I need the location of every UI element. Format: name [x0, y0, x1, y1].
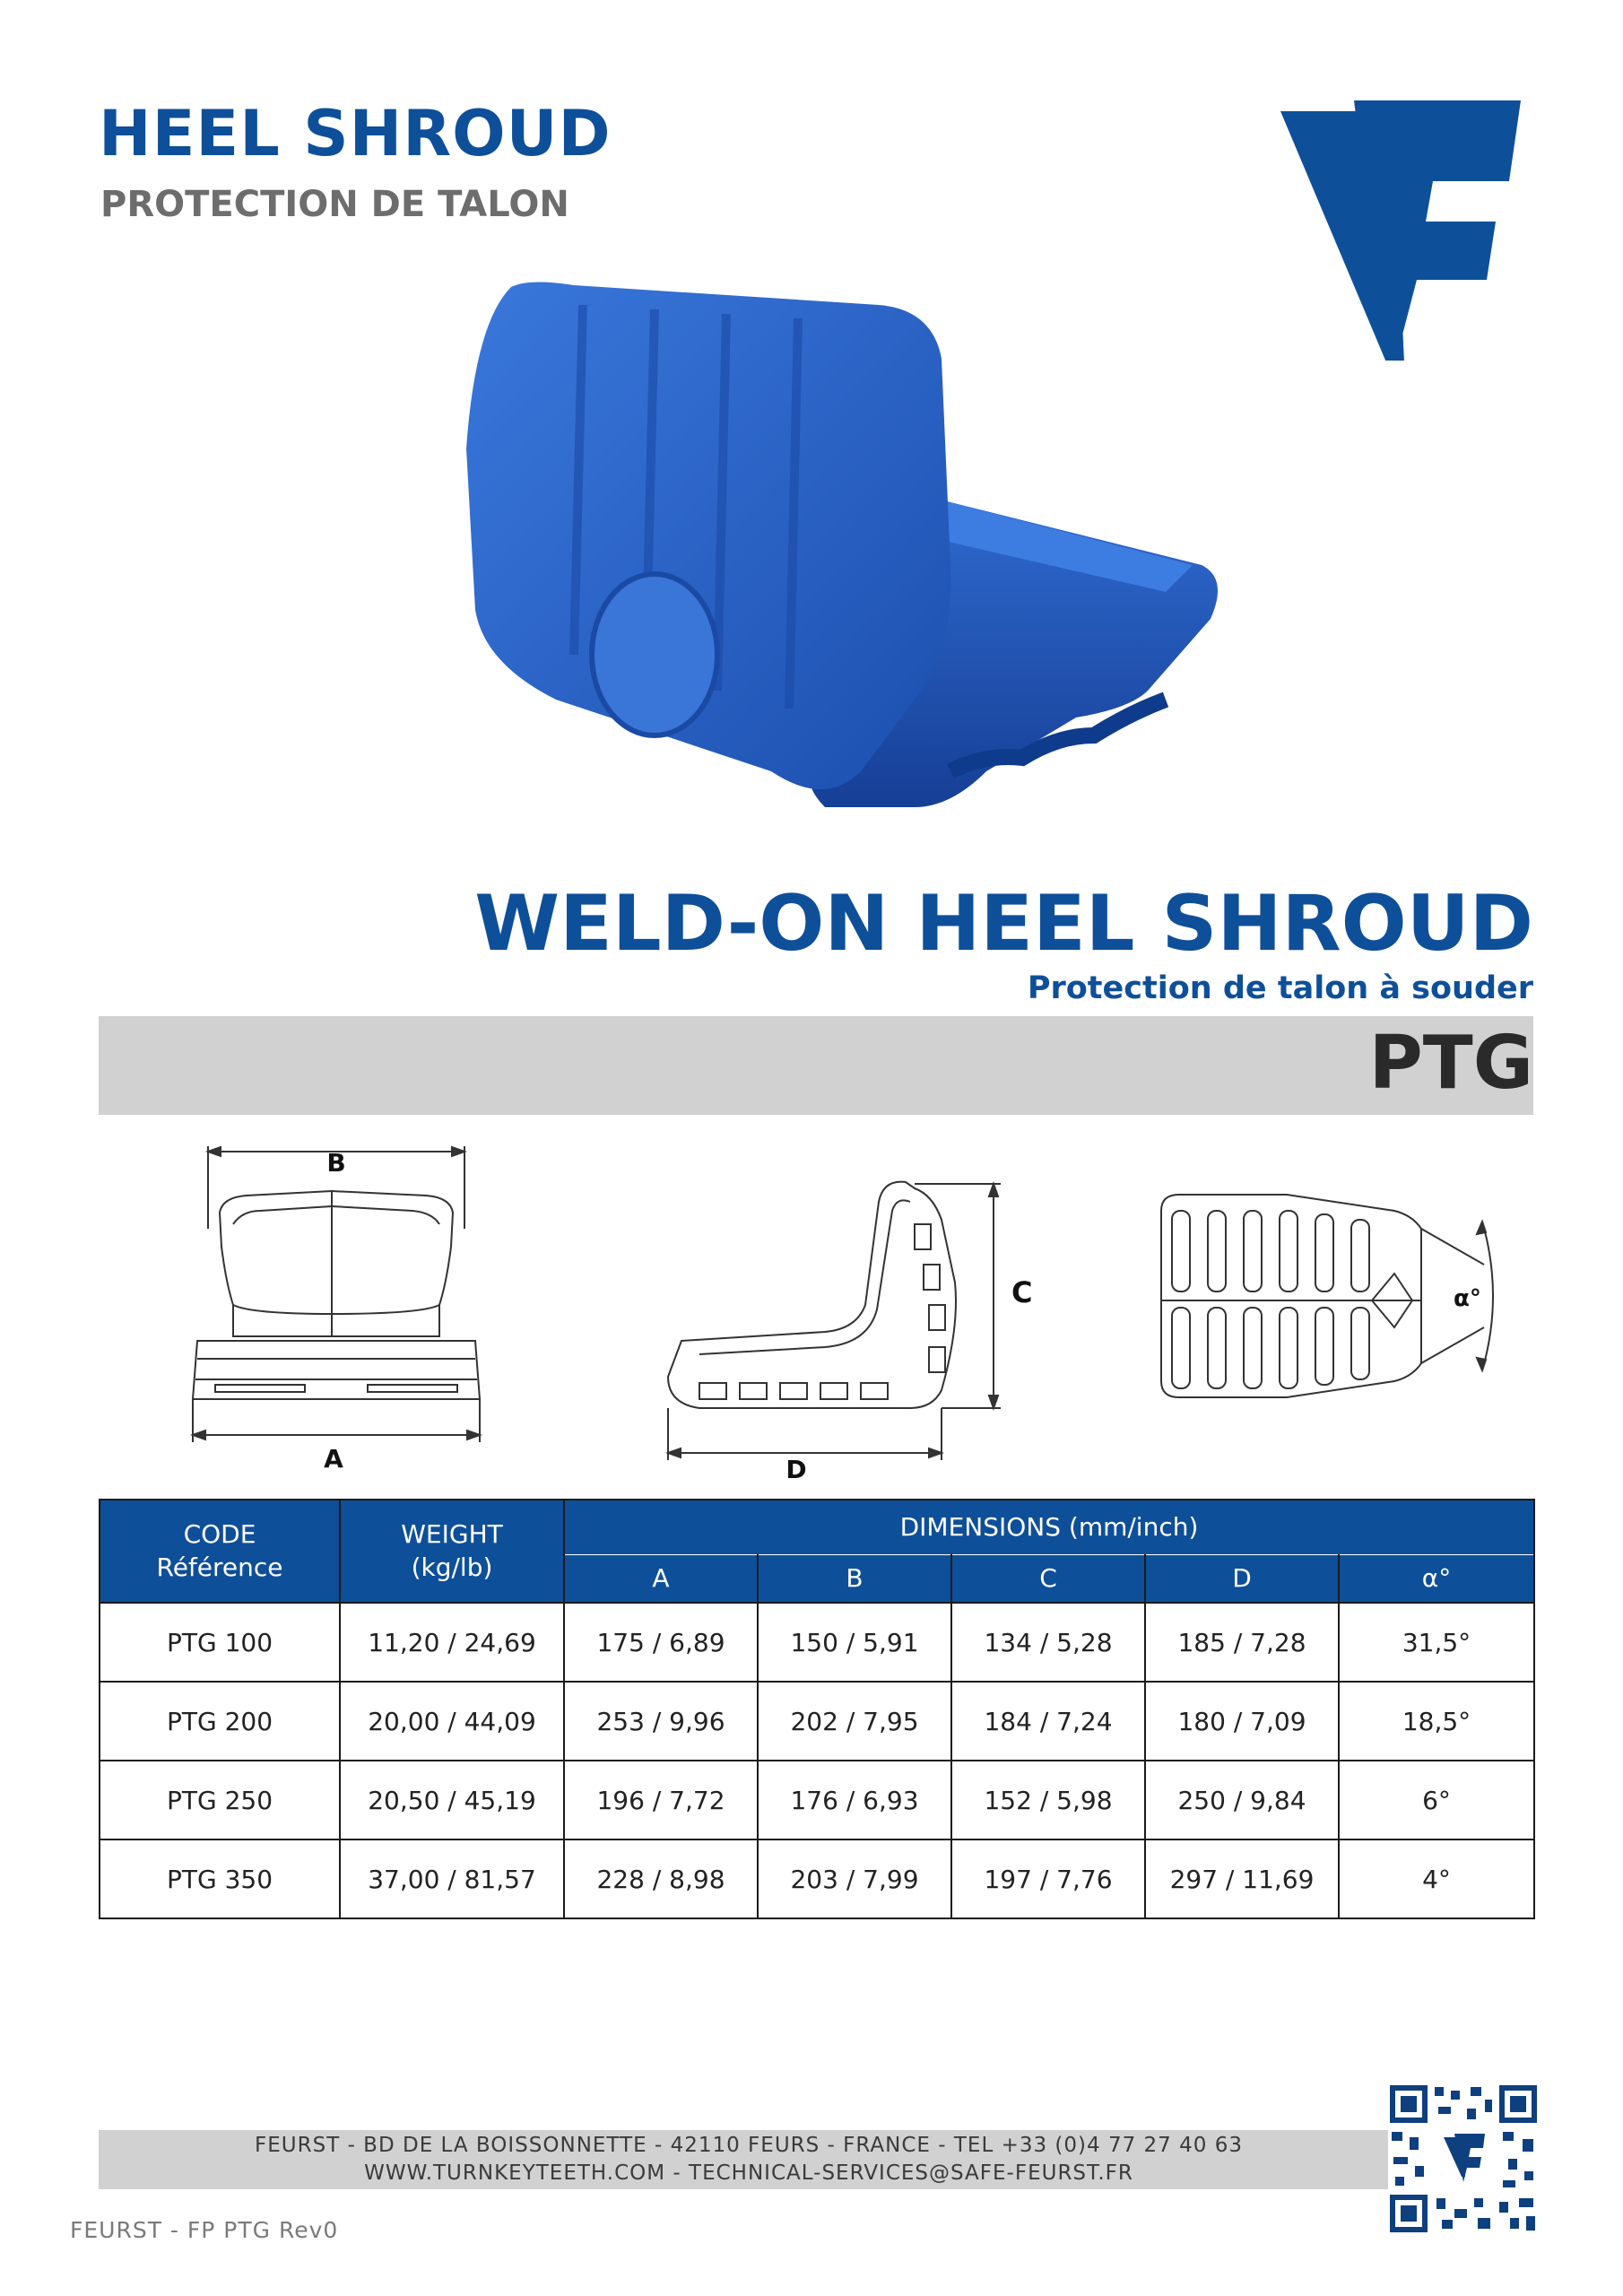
cell-dim-a: 175 / 6,89: [564, 1603, 758, 1682]
document-revision: FEURST - FP PTG Rev0: [70, 2217, 339, 2243]
table-row: [100, 1839, 1534, 1918]
header-dim-alpha: α°: [1339, 1555, 1534, 1604]
cell-dim-b: 203 / 7,99: [758, 1839, 951, 1918]
cell-code: PTG 100: [100, 1603, 340, 1682]
header-dimensions: DIMENSIONS (mm/inch): [564, 1500, 1534, 1555]
header-weight-label: WEIGHT: [401, 1519, 503, 1550]
header-dim-a: A: [564, 1555, 758, 1604]
cell-dim-d: 180 / 7,09: [1145, 1682, 1339, 1761]
cell-alpha: 4°: [1339, 1839, 1534, 1918]
cell-dim-d: 297 / 11,69: [1145, 1839, 1339, 1918]
code-band: [99, 1016, 1533, 1115]
spec-table: [99, 1499, 1535, 1919]
table-row: [100, 1603, 1534, 1682]
cell-dim-c: 152 / 5,98: [951, 1761, 1145, 1839]
cell-weight: 20,50 / 45,19: [340, 1761, 564, 1839]
product-title: WELD-ON HEEL SHROUD: [474, 879, 1533, 969]
dim-label-a: A: [324, 1444, 343, 1474]
feurst-logo-icon: [1280, 100, 1523, 361]
cell-dim-b: 202 / 7,95: [758, 1682, 951, 1761]
cell-alpha: 31,5°: [1339, 1603, 1534, 1682]
cell-dim-a: 253 / 9,96: [564, 1682, 758, 1761]
footer-address: FEURST - BD DE LA BOISSONNETTE - 42110 FEURS - FRANCE - TEL +33 (0)4 77 27 40 63: [255, 2134, 1243, 2157]
header-code-label: CODE: [183, 1519, 256, 1550]
header-dim-c: C: [951, 1555, 1145, 1604]
page-title: HEEL SHROUD: [99, 97, 612, 170]
cell-weight: 37,00 / 81,57: [340, 1839, 564, 1918]
header-weight: [340, 1500, 564, 1603]
cell-dim-b: 150 / 5,91: [758, 1603, 951, 1682]
cell-dim-a: 196 / 7,72: [564, 1761, 758, 1839]
dim-label-c: C: [1011, 1275, 1033, 1309]
cell-dim-c: 184 / 7,24: [951, 1682, 1145, 1761]
qr-code-icon[interactable]: [1388, 2083, 1539, 2234]
cell-dim-d: 185 / 7,28: [1145, 1603, 1339, 1682]
cell-dim-c: 134 / 5,28: [951, 1603, 1145, 1682]
header-dim-b: B: [758, 1555, 951, 1604]
top-view-drawing: [1152, 1139, 1502, 1444]
front-view-drawing: [179, 1139, 502, 1480]
table-row: [100, 1682, 1534, 1761]
side-view-drawing: [646, 1139, 1040, 1480]
page-subtitle: PROTECTION DE TALON: [100, 184, 569, 225]
cell-code: PTG 200: [100, 1682, 340, 1761]
dim-label-d: D: [785, 1455, 807, 1480]
product-code: PTG: [1368, 1021, 1533, 1106]
cell-weight: 11,20 / 24,69: [340, 1603, 564, 1682]
cell-dim-c: 197 / 7,76: [951, 1839, 1145, 1918]
dim-label-b: B: [326, 1148, 346, 1178]
cell-dim-d: 250 / 9,84: [1145, 1761, 1339, 1839]
table-row: [100, 1761, 1534, 1839]
header-code-fr-label: Référence: [156, 1552, 283, 1582]
cell-code: PTG 250: [100, 1761, 340, 1839]
cell-code: PTG 350: [100, 1839, 340, 1918]
cell-dim-a: 228 / 8,98: [564, 1839, 758, 1918]
cell-alpha: 6°: [1339, 1761, 1534, 1839]
cell-weight: 20,00 / 44,09: [340, 1682, 564, 1761]
footer-contact[interactable]: WWW.TURNKEYTEETH.COM - TECHNICAL-SERVICES@SAFE-FEURST.FR: [364, 2161, 1133, 2185]
heel-shroud-product-image: [448, 269, 1237, 879]
product-subtitle: Protection de talon à souder: [1027, 970, 1533, 1006]
cell-alpha: 18,5°: [1339, 1682, 1534, 1761]
header-weight-unit: (kg/lb): [411, 1552, 493, 1582]
header-dim-d: D: [1145, 1555, 1339, 1604]
header-code: [100, 1500, 340, 1603]
cell-dim-b: 176 / 6,93: [758, 1761, 951, 1839]
dim-label-alpha: α°: [1454, 1285, 1481, 1312]
